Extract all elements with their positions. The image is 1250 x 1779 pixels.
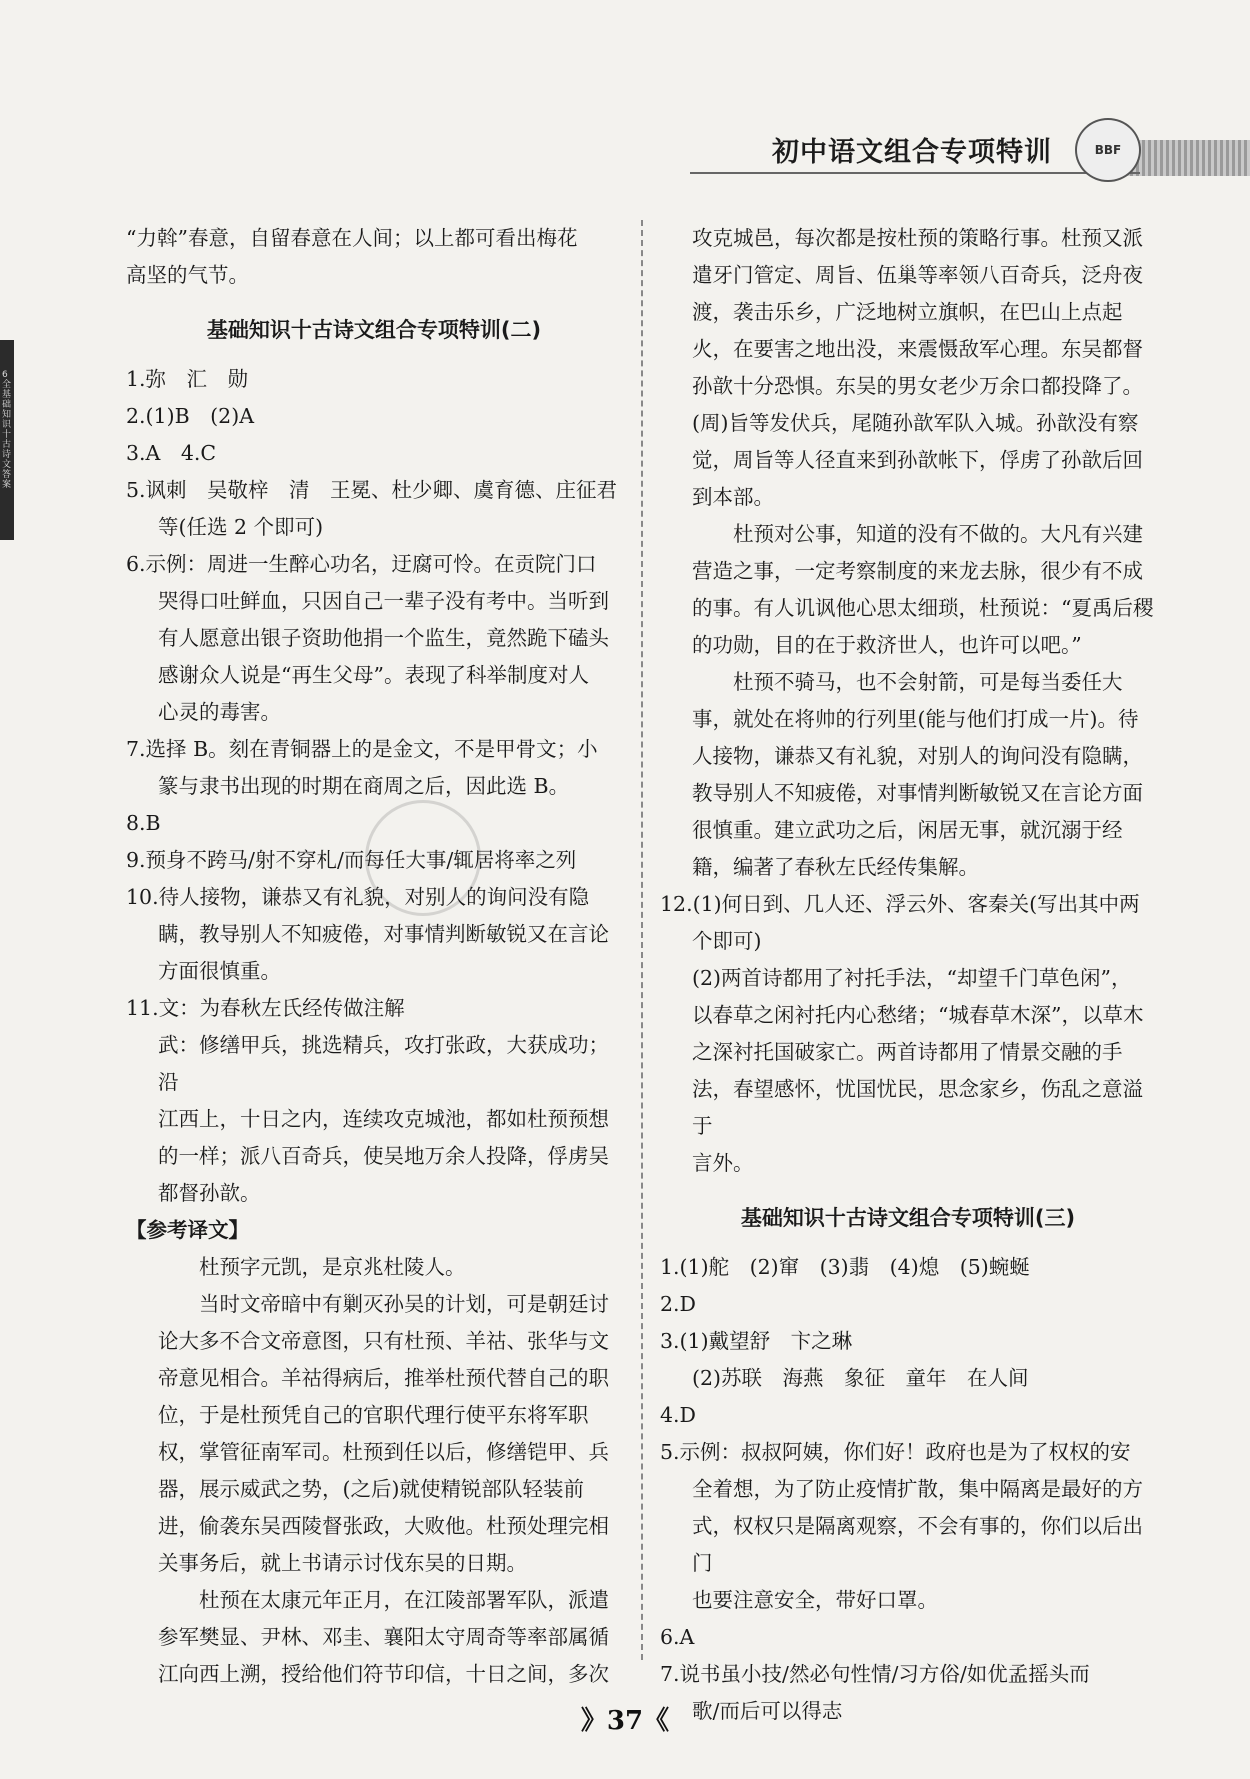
answer-item: 言外。: [692, 1151, 754, 1175]
answer-item: 2.D: [660, 1292, 696, 1316]
right-column: [660, 220, 1156, 1730]
answer-item: 瞒，教导别人不知疲倦，对事情判断敏锐又在言论: [158, 922, 609, 946]
answer-item: 武：修缮甲兵，挑选精兵，攻打张政，大获成功；沿: [158, 1033, 609, 1094]
translation-paragraph: 攻克城邑，每次都是按杜预的策略行事。杜预又派遣牙门管定、周旨、伍巢等率领八百奇兵，泛舟夜渡，袭击乐乡，广泛地树立旗帜，在巴山上点起火，在要害之地出没，来震慑敌军心理。东吴都督孙歆十分恐惧。东吴的男女老少万余口都投降了。(周)旨等发伏兵，尾随孙歆军队入城。孙歆没有察觉，周旨等人径直来到孙歆帐下，俘虏了孙歆后回到本部。: [692, 226, 1143, 509]
answer-item: 3.A 4.C: [126, 441, 217, 465]
answer-item: 等(任选 2 个即可): [158, 515, 324, 539]
side-tab-label: 6 全基础知识十古诗文答案: [2, 370, 12, 490]
answer-item: 个即可): [692, 929, 762, 953]
answer-item: 哭得口吐鲜血，只因自己一辈子没有考中。当听到: [158, 589, 609, 613]
answer-item: 歌/而后可以得志: [692, 1699, 843, 1723]
section-title: 基础知识十古诗文组合专项特训(三): [740, 1206, 1076, 1230]
intro-line: 高坚的气节。: [126, 263, 249, 287]
answer-item: 的一样；派八百奇兵，使吴地万余人投降，俘虏吴: [158, 1144, 609, 1168]
answer-item: 有人愿意出银子资助他捐一个监生，竟然跪下磕头: [158, 626, 609, 650]
answer-item: 篆与隶书出现的时期在商周之后，因此选 B。: [158, 774, 570, 798]
answer-item: (2)两首诗都用了衬托手法，“却望千门草色闲”，: [692, 966, 1132, 990]
answer-item: 8.B: [126, 811, 161, 835]
answer-item: 全着想，为了防止疫情扩散，集中隔离是最好的方: [692, 1477, 1143, 1501]
intro-line: “力斡”春意，自留春意在人间；以上都可看出梅花: [126, 226, 578, 250]
answer-item: 江西上，十日之内，连续攻克城池，都如杜预预想: [158, 1107, 609, 1131]
answer-item: 7.说书虽小技/然必句性情/习方俗/如优孟摇头而: [660, 1662, 1090, 1686]
answer-item: 以春草之闲衬托内心愁绪；“城春草木深”，以草木: [692, 1003, 1144, 1027]
translation-paragraph: 杜预不骑马，也不会射箭，可是每当委任大事，就处在将帅的行列里(能与他们打成一片)。待人接物，谦恭又有礼貌，对别人的询问没有隐瞒，教导别人不知疲倦，对事情判断敏锐又在言论方面很慎重。建立武功之后，闲居无事，就沉溺于经籍，编著了春秋左氏经传集解。: [692, 670, 1143, 879]
translation-paragraph: 杜预对公事，知道的没有不做的。大凡有兴建营造之事，一定考察制度的来龙去脉，很少有不成的事。有人讥讽他心思太细琐，杜预说：“夏禹后稷的功勋，目的在于救济世人，也许可以吧。”: [692, 522, 1154, 657]
publisher-logo: BBF: [1075, 118, 1141, 182]
answer-item: 1.弥 汇 勋: [126, 367, 249, 391]
answer-item: 感谢众人说是“再生父母”。表现了科举制度对人: [158, 663, 589, 687]
header-rule: [690, 172, 1140, 174]
answer-item: 1.(1)舵 (2)窜 (3)翡 (4)熄 (5)蜿蜒: [660, 1255, 1030, 1279]
translation-paragraph: 杜预字元凯，是京兆杜陵人。: [199, 1255, 466, 1279]
answer-item: 之深衬托国破家亡。两首诗都用了情景交融的手: [692, 1040, 1123, 1064]
answer-item: 11.文：为春秋左氏经传做注解: [126, 996, 405, 1020]
reference-translation-label: 【参考译文】: [126, 1218, 249, 1242]
answer-item: 2.(1)B (2)A: [126, 404, 255, 428]
answer-item: 6.A: [660, 1625, 695, 1649]
answer-item: 9.预身不跨马/射不穿札/而每任大事/辄居将率之列: [126, 848, 577, 872]
section-title: 基础知识十古诗文组合专项特训(二): [206, 318, 542, 342]
answer-item: 心灵的毒害。: [158, 700, 281, 724]
answer-item: (2)苏联 海燕 象征 童年 在人间: [692, 1366, 1029, 1390]
answer-item: 12.(1)何日到、几人还、浮云外、客秦关(写出其中两: [660, 892, 1140, 916]
answer-item: 10.待人接物，谦恭又有礼貌，对别人的询问没有隐: [126, 885, 590, 909]
answer-item: 3.(1)戴望舒 卞之琳: [660, 1329, 853, 1353]
answer-item: 也要注意安全，带好口罩。: [692, 1588, 938, 1612]
translation-paragraph: 杜预在太康元年正月，在江陵部署军队，派遣参军樊显、尹林、邓圭、襄阳太守周奇等率部属循江向西上溯，授给他们符节印信，十日之间，多次: [158, 1588, 609, 1686]
answer-item: 7.选择 B。刻在青铜器上的是金文，不是甲骨文；小: [126, 737, 598, 761]
answer-item: 4.D: [660, 1403, 696, 1427]
column-divider: [641, 220, 643, 1660]
answer-item: 5.讽刺 吴敬梓 清 王冕、杜少卿、虞育德、庄征君: [126, 478, 618, 502]
header-title: 初中语文组合专项特训: [772, 137, 1052, 168]
answer-item: 都督孙歆。: [158, 1181, 261, 1205]
page-number: 》37《: [580, 1706, 670, 1736]
translation-paragraph: 当时文帝暗中有剿灭孙吴的计划，可是朝廷讨论大多不合文帝意图，只有杜预、羊祜、张华与文帝意见相合。羊祜得病后，推举杜预代替自己的职位，于是杜预凭自己的官职代理行使平东将军职权，掌管征南军司。杜预到任以后，修缮铠甲、兵器，展示威武之势，(之后)就使精锐部队轻装前进，偷袭东吴西陵督张政，大败他。杜预处理完相关事务后，就上书请示讨伐东吴的日期。: [158, 1292, 609, 1575]
answer-item: 法，春望感怀，忧国忧民，思念家乡，伤乱之意溢于: [692, 1077, 1143, 1138]
answer-item: 方面很慎重。: [158, 959, 281, 983]
left-column: [126, 220, 622, 1693]
answer-item: 式，权权只是隔离观察，不会有事的，你们以后出门: [692, 1514, 1143, 1575]
answer-item: 5.示例：叔叔阿姨，你们好！政府也是为了权权的安: [660, 1440, 1131, 1464]
answer-item: 6.示例：周进一生醉心功名，迂腐可怜。在贡院门口: [126, 552, 597, 576]
